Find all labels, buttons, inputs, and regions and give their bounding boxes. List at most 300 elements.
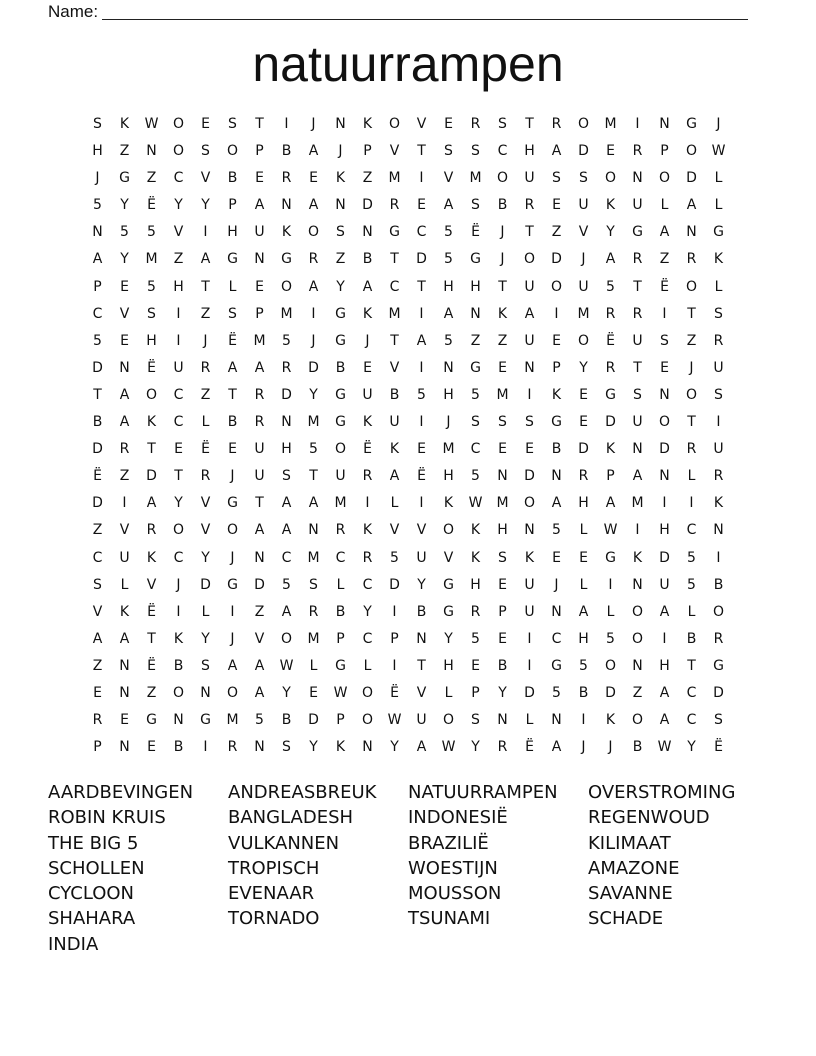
grid-letter: T (687, 657, 696, 674)
grid-letter: O (172, 522, 185, 539)
grid-letter: I (527, 386, 532, 403)
grid-letter: C (470, 441, 481, 458)
grid-letter: U (389, 414, 400, 431)
grid-letter: S (471, 143, 480, 160)
grid-letter: R (551, 116, 562, 132)
grid-letter: O (388, 116, 401, 132)
grid-letter: D (146, 468, 157, 485)
grid-letter: D (524, 684, 535, 701)
grid-letter: T (255, 495, 264, 512)
grid-letter: R (389, 197, 400, 214)
grid-letter: B (92, 414, 103, 431)
grid-letter: Z (119, 143, 130, 160)
grid-letter: S (498, 116, 507, 132)
grid-letter: C (173, 170, 184, 187)
grid-letter: Y (201, 197, 210, 214)
grid-letter: Z (146, 684, 157, 701)
grid-letter: J (338, 143, 343, 160)
grid-letter: G (605, 549, 616, 566)
grid-letter: H (443, 657, 454, 674)
grid-letter: N (308, 522, 319, 539)
grid-letter: D (578, 441, 589, 458)
grid-letter: A (281, 495, 292, 512)
grid-letter: Z (146, 170, 157, 187)
grid-letter: D (362, 197, 373, 214)
grid-letter: E (552, 332, 561, 349)
grid-letter: N (524, 359, 535, 376)
grid-letter: A (227, 359, 238, 376)
grid-letter: I (419, 495, 424, 512)
grid-letter: O (172, 684, 185, 701)
grid-letter: I (419, 414, 424, 431)
grid-letter: K (551, 386, 562, 403)
grid-letter: O (442, 712, 455, 729)
grid-letter: Ë (660, 278, 669, 295)
grid-letter: I (419, 359, 424, 376)
grid-letter: I (176, 603, 181, 620)
grid-letter: N (632, 170, 643, 187)
grid-letter: B (497, 657, 508, 674)
grid-letter: T (687, 414, 696, 431)
word-list-item: TORNADO (228, 908, 320, 930)
grid-letter: Ë (147, 359, 156, 376)
grid-letter: G (443, 576, 454, 593)
grid-letter: M (604, 116, 617, 132)
grid-letter: G (146, 712, 157, 729)
grid-letter: Y (282, 684, 291, 701)
grid-letter: V (389, 143, 400, 160)
grid-letter: G (632, 224, 643, 241)
grid-letter: L (687, 468, 696, 485)
grid-letter: U (524, 332, 535, 349)
grid-letter: K (497, 305, 508, 322)
name-label: Name: (48, 2, 99, 21)
grid-letter: U (632, 414, 643, 431)
grid-letter: D (578, 143, 589, 160)
grid-letter: A (254, 359, 265, 376)
grid-letter: V (200, 495, 211, 512)
grid-letter: J (716, 116, 721, 132)
grid-letter: Z (200, 386, 211, 403)
grid-letter: T (417, 278, 426, 295)
grid-letter: G (551, 657, 562, 674)
grid-letter: N (119, 684, 130, 701)
word-list-item: NATUURRAMPEN (408, 782, 558, 803)
grid-letter: A (254, 657, 265, 674)
grid-letter: C (281, 549, 292, 566)
grid-letter: V (119, 522, 130, 539)
word-list-item: VULKANNEN (228, 832, 340, 854)
grid-letter: E (120, 712, 129, 729)
grid-letter: K (173, 630, 184, 647)
grid-letter: H (470, 576, 481, 593)
grid-letter: Y (336, 278, 345, 295)
grid-letter: P (336, 630, 345, 647)
grid-letter: L (606, 603, 615, 620)
grid-letter: Y (174, 495, 183, 512)
grid-letter: L (201, 603, 210, 620)
grid-letter: E (525, 441, 534, 458)
grid-letter: A (443, 305, 454, 322)
grid-letter: R (713, 630, 724, 647)
grid-letter: V (389, 522, 400, 539)
grid-letter: D (281, 386, 292, 403)
grid-letter: H (146, 332, 157, 349)
grid-letter: M (253, 332, 266, 349)
grid-letter: Ë (201, 441, 210, 458)
grid-letter: U (335, 468, 346, 485)
grid-letter: H (281, 441, 292, 458)
grid-letter: A (659, 712, 670, 729)
grid-letter: L (579, 522, 588, 539)
grid-letter: D (551, 251, 562, 268)
grid-letter: S (336, 224, 345, 241)
grid-letter: G (551, 414, 562, 431)
grid-letter: B (416, 603, 427, 620)
grid-letter: L (363, 657, 372, 674)
grid-letter: H (659, 522, 670, 539)
grid-letter: K (146, 549, 157, 566)
grid-letter: E (606, 143, 615, 160)
grid-letter: K (119, 603, 130, 620)
grid-letter: V (443, 549, 454, 566)
grid-letter: W (387, 712, 402, 729)
grid-letter: D (659, 441, 670, 458)
grid-letter: A (308, 495, 319, 512)
grid-letter: G (335, 414, 346, 431)
grid-letter: I (662, 630, 667, 647)
grid-letter: G (389, 224, 400, 241)
grid-letter: N (335, 116, 346, 132)
grid-letter: L (714, 278, 723, 295)
grid-letter: M (388, 305, 401, 322)
grid-letter: R (281, 359, 292, 376)
grid-letter: N (254, 739, 265, 756)
grid-letter: U (254, 224, 265, 241)
grid-letter: M (442, 441, 455, 458)
grid-letter: G (713, 657, 724, 674)
grid-letter: V (578, 224, 589, 241)
grid-letter: I (689, 495, 694, 512)
grid-letter: O (172, 143, 185, 160)
grid-letter: T (93, 386, 102, 403)
grid-letter: A (92, 630, 103, 647)
grid-letter: M (334, 495, 347, 512)
grid-letter: W (711, 143, 726, 160)
grid-letter: S (282, 468, 291, 485)
grid-letter: Y (498, 684, 507, 701)
grid-letter: I (392, 657, 397, 674)
grid-letter: L (444, 684, 453, 701)
grid-letter: J (689, 359, 694, 376)
grid-letter: R (470, 116, 481, 132)
word-list-item: SHAHARA (48, 908, 136, 930)
grid-letter: E (201, 116, 210, 132)
grid-letter: N (146, 143, 157, 160)
grid-letter: P (93, 278, 102, 295)
grid-letter: Y (687, 739, 696, 756)
grid-letter: K (362, 305, 373, 322)
grid-letter: R (308, 603, 319, 620)
grid-letter: O (226, 684, 239, 701)
grid-letter: J (365, 332, 370, 349)
grid-letter: A (632, 468, 643, 485)
grid-letter: H (524, 143, 535, 160)
grid-letter: H (227, 224, 238, 241)
grid-letter: O (685, 143, 698, 160)
grid-letter: Z (362, 170, 373, 187)
grid-letter: M (307, 630, 320, 647)
grid-letter: O (604, 657, 617, 674)
grid-letter: I (392, 603, 397, 620)
grid-letter: E (309, 684, 318, 701)
grid-letter: N (119, 657, 130, 674)
grid-letter: S (201, 657, 210, 674)
grid-letter: D (713, 684, 724, 701)
grid-letter: 5 (282, 576, 291, 593)
grid-letter: B (686, 630, 697, 647)
grid-letter: U (416, 712, 427, 729)
grid-letter: C (92, 549, 103, 566)
grid-letter: Z (686, 332, 697, 349)
name-underline (102, 5, 748, 20)
grid-letter: C (389, 278, 400, 295)
grid-letter: I (662, 305, 667, 322)
grid-letter: O (523, 495, 536, 512)
grid-letter: H (497, 522, 508, 539)
grid-letter: N (443, 359, 454, 376)
grid-letter: S (714, 712, 723, 729)
word-list-item: SAVANNE (588, 883, 673, 905)
grid-letter: I (527, 630, 532, 647)
grid-letter: I (203, 739, 208, 756)
grid-letter: O (604, 170, 617, 187)
word-list-item: KILIMAAT (588, 832, 671, 854)
grid-letter: T (309, 468, 318, 485)
letter-grid (84, 111, 732, 761)
grid-letter: D (389, 576, 400, 593)
grid-letter: Ë (606, 332, 615, 349)
grid-letter: E (552, 549, 561, 566)
grid-letter: G (227, 495, 238, 512)
grid-letter: N (362, 224, 373, 241)
grid-letter: T (633, 359, 642, 376)
grid-letter: Z (551, 224, 562, 241)
grid-letter: 5 (255, 712, 264, 729)
grid-letter: D (605, 414, 616, 431)
grid-letter: K (146, 414, 157, 431)
grid-letter: R (713, 468, 724, 485)
grid-letter: Y (201, 549, 210, 566)
grid-letter: U (173, 359, 184, 376)
grid-letter: U (524, 576, 535, 593)
word-list-item: CYCLOON (48, 883, 135, 905)
grid-letter: L (525, 712, 534, 729)
grid-letter: U (578, 197, 589, 214)
grid-letter: R (335, 522, 346, 539)
grid-letter: C (686, 522, 697, 539)
grid-letter: G (227, 251, 238, 268)
grid-letter: W (333, 684, 348, 701)
grid-letter: J (203, 332, 208, 349)
grid-letter: T (147, 630, 156, 647)
grid-letter: Z (497, 332, 508, 349)
grid-letter: P (471, 684, 480, 701)
grid-letter: J (581, 739, 586, 756)
grid-letter: Y (201, 630, 210, 647)
grid-letter: Y (417, 576, 426, 593)
grid-letter: V (200, 170, 211, 187)
grid-letter: C (497, 143, 508, 160)
grid-letter: N (659, 386, 670, 403)
grid-letter: I (527, 657, 532, 674)
grid-letter: K (605, 441, 616, 458)
grid-letter: Ë (417, 468, 426, 485)
grid-letter: S (498, 549, 507, 566)
grid-letter: A (254, 522, 265, 539)
grid-letter: G (335, 332, 346, 349)
grid-letter: E (120, 278, 129, 295)
grid-letter: 5 (93, 332, 102, 349)
grid-letter: O (361, 712, 374, 729)
grid-letter: D (686, 170, 697, 187)
grid-letter: S (93, 576, 102, 593)
grid-letter: U (632, 197, 643, 214)
grid-letter: Ë (363, 441, 372, 458)
grid-letter: A (443, 197, 454, 214)
grid-letter: B (389, 386, 400, 403)
grid-letter: Ë (228, 332, 237, 349)
grid-letter: N (119, 359, 130, 376)
word-list-item: OVERSTROMING (588, 782, 736, 803)
grid-letter: K (443, 495, 454, 512)
grid-letter: 5 (390, 549, 399, 566)
grid-letter: J (311, 332, 316, 349)
grid-letter: Z (173, 251, 184, 268)
grid-letter: R (119, 441, 130, 458)
grid-letter: V (254, 630, 265, 647)
grid-letter: D (308, 359, 319, 376)
grid-letter: K (605, 197, 616, 214)
grid-letter: N (551, 603, 562, 620)
grid-letter: J (230, 630, 235, 647)
grid-letter: R (632, 251, 643, 268)
grid-letter: L (660, 197, 669, 214)
grid-letter: N (281, 414, 292, 431)
grid-letter: E (147, 739, 156, 756)
grid-letter: C (551, 630, 562, 647)
grid-letter: N (497, 712, 508, 729)
grid-letter: A (416, 739, 427, 756)
grid-letter: 5 (309, 441, 318, 458)
grid-letter: S (93, 116, 102, 132)
grid-letter: E (498, 630, 507, 647)
grid-letter: N (497, 468, 508, 485)
grid-letter: U (659, 576, 670, 593)
grid-letter: A (92, 251, 103, 268)
grid-letter: 5 (471, 386, 480, 403)
grid-letter: K (389, 441, 400, 458)
grid-letter: C (173, 386, 184, 403)
grid-letter: D (524, 468, 535, 485)
grid-letter: E (228, 441, 237, 458)
grid-letter: H (470, 278, 481, 295)
grid-letter: M (496, 495, 509, 512)
word-list-item: THE BIG 5 (48, 832, 139, 854)
grid-letter: M (145, 251, 158, 268)
grid-letter: E (93, 684, 102, 701)
grid-letter: I (311, 305, 316, 322)
grid-letter: O (685, 278, 698, 295)
grid-letter: U (416, 549, 427, 566)
grid-letter: A (281, 522, 292, 539)
grid-letter: O (577, 332, 590, 349)
grid-letter: A (578, 603, 589, 620)
grid-letter: R (362, 549, 373, 566)
word-list-item: TSUNAMI (408, 908, 491, 930)
grid-letter: R (308, 251, 319, 268)
grid-letter: A (659, 224, 670, 241)
grid-letter: A (281, 603, 292, 620)
grid-letter: E (417, 197, 426, 214)
word-list-item: AARDBEVINGEN (48, 782, 194, 803)
grid-letter: G (335, 386, 346, 403)
grid-letter: N (416, 630, 427, 647)
word-list-item: BANGLADESH (228, 807, 354, 829)
grid-letter: G (713, 224, 724, 241)
grid-letter: N (632, 441, 643, 458)
grid-letter: Y (579, 359, 588, 376)
grid-letter: E (309, 170, 318, 187)
grid-letter: V (92, 603, 103, 620)
grid-letter: E (417, 441, 426, 458)
grid-letter: V (443, 170, 454, 187)
grid-letter: S (471, 414, 480, 431)
grid-letter: Z (200, 305, 211, 322)
grid-letter: D (200, 576, 211, 593)
grid-letter: N (119, 739, 130, 756)
grid-letter: T (201, 278, 210, 295)
grid-letter: M (496, 386, 509, 403)
grid-letter: D (254, 576, 265, 593)
grid-letter: N (632, 657, 643, 674)
grid-letter: K (524, 549, 535, 566)
grid-letter: Z (254, 603, 265, 620)
grid-letter: R (254, 386, 265, 403)
grid-letter: K (362, 522, 373, 539)
grid-letter: A (308, 278, 319, 295)
grid-letter: T (525, 224, 534, 241)
grid-letter: P (363, 143, 372, 160)
grid-letter: I (203, 224, 208, 241)
grid-letter: 5 (552, 684, 561, 701)
grid-letter: V (119, 305, 130, 322)
grid-letter: E (552, 197, 561, 214)
word-list-item: BRAZILIË (408, 832, 489, 854)
grid-letter: S (552, 170, 561, 187)
grid-letter: A (524, 305, 535, 322)
grid-letter: 5 (687, 549, 696, 566)
grid-letter: B (173, 739, 184, 756)
grid-letter: A (389, 468, 400, 485)
grid-letter: H (578, 495, 589, 512)
grid-letter: S (633, 386, 642, 403)
grid-letter: R (281, 170, 292, 187)
grid-letter: S (282, 739, 291, 756)
grid-letter: M (388, 170, 401, 187)
grid-letter: 5 (147, 224, 156, 241)
word-list-item: INDONESIË (408, 807, 508, 829)
